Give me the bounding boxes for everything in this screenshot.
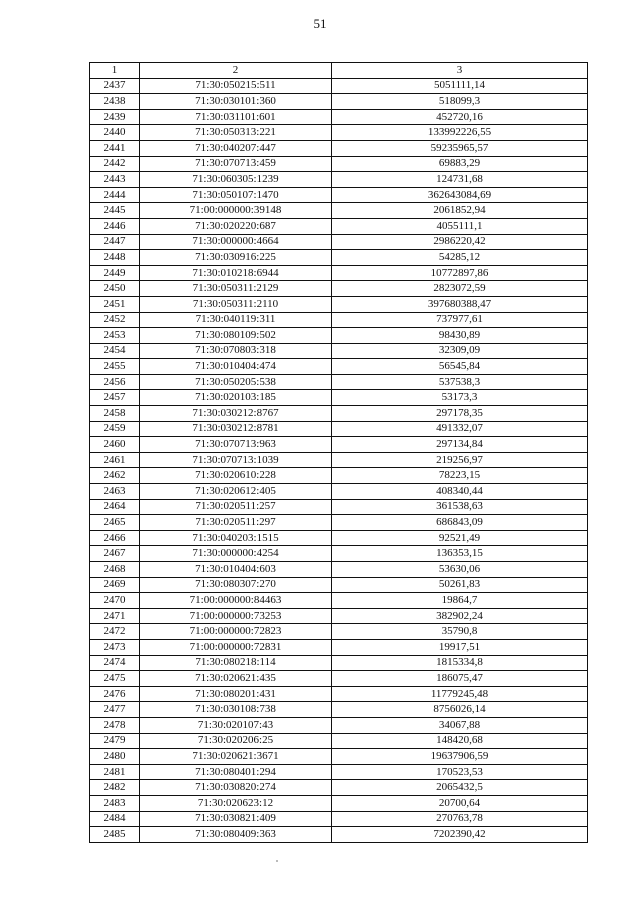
value-cell: 56545,84 (332, 359, 588, 375)
table-row (90, 811, 588, 827)
row-index-cell: 2463 (90, 484, 140, 500)
row-index-cell: 2475 (90, 671, 140, 687)
row-index-cell: 2476 (90, 686, 140, 702)
value-cell: 19917,51 (332, 639, 588, 655)
column-header-value: 3 (332, 63, 588, 79)
cadastral-number-cell: 71:30:020610:228 (140, 468, 332, 484)
value-cell: 518099,3 (332, 94, 588, 110)
table-row (90, 328, 588, 344)
table-row (90, 218, 588, 234)
value-cell: 408340,44 (332, 484, 588, 500)
row-index-cell: 2444 (90, 187, 140, 203)
row-index-cell: 2467 (90, 546, 140, 562)
value-cell: 1815334,8 (332, 655, 588, 671)
row-index-cell: 2477 (90, 702, 140, 718)
value-cell: 186075,47 (332, 671, 588, 687)
cadastral-number-cell: 71:30:050313:221 (140, 125, 332, 141)
column-header-index: 1 (90, 63, 140, 79)
table-row (90, 296, 588, 312)
row-index-cell: 2478 (90, 717, 140, 733)
table-row (90, 343, 588, 359)
cadastral-number-cell: 71:30:050311:2110 (140, 296, 332, 312)
value-cell: 362643084,69 (332, 187, 588, 203)
value-cell: 69883,29 (332, 156, 588, 172)
cadastral-number-cell: 71:30:080401:294 (140, 764, 332, 780)
value-cell: 297178,35 (332, 406, 588, 422)
cadastral-number-cell: 71:00:000000:84463 (140, 593, 332, 609)
table-row (90, 172, 588, 188)
cadastral-number-cell: 71:30:020511:297 (140, 515, 332, 531)
table-row (90, 234, 588, 250)
value-cell: 34067,88 (332, 717, 588, 733)
cadastral-number-cell: 71:30:020206:25 (140, 733, 332, 749)
table-row (90, 374, 588, 390)
value-cell: 133992226,55 (332, 125, 588, 141)
row-index-cell: 2461 (90, 452, 140, 468)
table-row (90, 702, 588, 718)
row-index-cell: 2464 (90, 499, 140, 515)
row-index-cell: 2470 (90, 593, 140, 609)
cadastral-number-cell: 71:30:020103:185 (140, 390, 332, 406)
table-row (90, 421, 588, 437)
cadastral-number-cell: 71:30:031101:601 (140, 109, 332, 125)
table-row (90, 250, 588, 266)
row-index-cell: 2455 (90, 359, 140, 375)
value-cell: 297134,84 (332, 437, 588, 453)
row-index-cell: 2452 (90, 312, 140, 328)
cadastral-number-cell: 71:30:020511:257 (140, 499, 332, 515)
cadastral-number-cell: 71:30:040203:1515 (140, 530, 332, 546)
cadastral-number-cell: 71:30:030916:225 (140, 250, 332, 266)
row-index-cell: 2450 (90, 281, 140, 297)
table-row (90, 390, 588, 406)
cadastral-number-cell: 71:30:050205:538 (140, 374, 332, 390)
table-body (90, 78, 588, 842)
cadastral-number-cell: 71:30:030821:409 (140, 811, 332, 827)
table-row (90, 608, 588, 624)
table-row (90, 577, 588, 593)
value-cell: 8756026,14 (332, 702, 588, 718)
value-cell: 219256,97 (332, 452, 588, 468)
cadastral-number-cell: 71:30:030820:274 (140, 780, 332, 796)
cadastral-number-cell: 71:30:070803:318 (140, 343, 332, 359)
cadastral-number-cell: 71:30:050311:2129 (140, 281, 332, 297)
value-cell: 2986220,42 (332, 234, 588, 250)
row-index-cell: 2447 (90, 234, 140, 250)
table-row (90, 686, 588, 702)
table-row (90, 671, 588, 687)
value-cell: 50261,83 (332, 577, 588, 593)
row-index-cell: 2469 (90, 577, 140, 593)
cadastral-number-cell: 71:30:010404:603 (140, 562, 332, 578)
value-cell: 59235965,57 (332, 140, 588, 156)
cadastral-number-cell: 71:30:020621:435 (140, 671, 332, 687)
row-index-cell: 2441 (90, 140, 140, 156)
row-index-cell: 2439 (90, 109, 140, 125)
row-index-cell: 2453 (90, 328, 140, 344)
table-row (90, 530, 588, 546)
table-row (90, 780, 588, 796)
value-cell: 7202390,42 (332, 827, 588, 843)
cadastral-number-cell: 71:30:000000:4664 (140, 234, 332, 250)
row-index-cell: 2449 (90, 265, 140, 281)
table-row (90, 203, 588, 219)
cadastral-number-cell: 71:30:020612:405 (140, 484, 332, 500)
cadastral-number-cell: 71:30:040207:447 (140, 140, 332, 156)
value-cell: 452720,16 (332, 109, 588, 125)
page-number: 51 (313, 16, 327, 31)
table-row (90, 452, 588, 468)
value-cell: 170523,53 (332, 764, 588, 780)
value-cell: 92521,49 (332, 530, 588, 546)
row-index-cell: 2466 (90, 530, 140, 546)
cadastral-number-cell: 71:30:030212:8781 (140, 421, 332, 437)
table-row (90, 546, 588, 562)
column-header-cadastral: 2 (140, 63, 332, 79)
table-row (90, 78, 588, 94)
row-index-cell: 2454 (90, 343, 140, 359)
row-index-cell: 2451 (90, 296, 140, 312)
table-row (90, 468, 588, 484)
table-row (90, 515, 588, 531)
table-row (90, 749, 588, 765)
cadastral-number-cell: 71:30:080109:502 (140, 328, 332, 344)
row-index-cell: 2480 (90, 749, 140, 765)
value-cell: 20700,64 (332, 795, 588, 811)
row-index-cell: 2483 (90, 795, 140, 811)
value-cell: 2065432,5 (332, 780, 588, 796)
row-index-cell: 2448 (90, 250, 140, 266)
table-row (90, 312, 588, 328)
table-row (90, 406, 588, 422)
table-row (90, 109, 588, 125)
cadastral-number-cell: 71:30:000000:4254 (140, 546, 332, 562)
cadastral-number-cell: 71:30:020623:12 (140, 795, 332, 811)
table-row (90, 827, 588, 843)
cadastral-number-cell: 71:30:080409:363 (140, 827, 332, 843)
row-index-cell: 2446 (90, 218, 140, 234)
row-index-cell: 2482 (90, 780, 140, 796)
scan-dot (276, 860, 278, 862)
cadastral-number-cell: 71:30:070713:1039 (140, 452, 332, 468)
table-row (90, 140, 588, 156)
value-cell: 491332,07 (332, 421, 588, 437)
value-cell: 136353,15 (332, 546, 588, 562)
cadastral-number-cell: 71:30:020220:687 (140, 218, 332, 234)
row-index-cell: 2485 (90, 827, 140, 843)
row-index-cell: 2458 (90, 406, 140, 422)
row-index-cell: 2440 (90, 125, 140, 141)
table-row (90, 265, 588, 281)
row-index-cell: 2443 (90, 172, 140, 188)
cadastral-number-cell: 71:00:000000:72823 (140, 624, 332, 640)
cadastral-number-cell: 71:30:030101:360 (140, 94, 332, 110)
table-row (90, 125, 588, 141)
cadastral-number-cell: 71:00:000000:72831 (140, 639, 332, 655)
value-cell: 2061852,94 (332, 203, 588, 219)
cadastral-number-cell: 71:30:030108:738 (140, 702, 332, 718)
table-row (90, 733, 588, 749)
cadastral-number-cell: 71:30:010218:6944 (140, 265, 332, 281)
row-index-cell: 2442 (90, 156, 140, 172)
table-row (90, 94, 588, 110)
cadastral-number-cell: 71:00:000000:73253 (140, 608, 332, 624)
row-index-cell: 2465 (90, 515, 140, 531)
value-cell: 4055111,1 (332, 218, 588, 234)
cadastral-number-cell: 71:30:080307:270 (140, 577, 332, 593)
value-cell: 53630,06 (332, 562, 588, 578)
cadastral-number-cell: 71:30:050215:511 (140, 78, 332, 94)
table-row (90, 624, 588, 640)
row-index-cell: 2473 (90, 639, 140, 655)
cadastral-number-cell: 71:30:010404:474 (140, 359, 332, 375)
table-row (90, 499, 588, 515)
row-index-cell: 2457 (90, 390, 140, 406)
table-row (90, 187, 588, 203)
cadastral-number-cell: 71:30:060305:1239 (140, 172, 332, 188)
value-cell: 382902,24 (332, 608, 588, 624)
table-row (90, 281, 588, 297)
value-cell: 98430,89 (332, 328, 588, 344)
value-cell: 537538,3 (332, 374, 588, 390)
table-header-row (90, 63, 588, 79)
value-cell: 35790,8 (332, 624, 588, 640)
table-row (90, 764, 588, 780)
row-index-cell: 2459 (90, 421, 140, 437)
value-cell: 78223,15 (332, 468, 588, 484)
cadastral-number-cell: 71:30:080201:431 (140, 686, 332, 702)
table-row (90, 484, 588, 500)
cadastral-number-cell: 71:00:000000:39148 (140, 203, 332, 219)
row-index-cell: 2456 (90, 374, 140, 390)
row-index-cell: 2460 (90, 437, 140, 453)
row-index-cell: 2479 (90, 733, 140, 749)
row-index-cell: 2462 (90, 468, 140, 484)
row-index-cell: 2484 (90, 811, 140, 827)
value-cell: 19864,7 (332, 593, 588, 609)
value-cell: 5051111,14 (332, 78, 588, 94)
row-index-cell: 2438 (90, 94, 140, 110)
value-cell: 2823072,59 (332, 281, 588, 297)
value-cell: 19637906,59 (332, 749, 588, 765)
table-row (90, 359, 588, 375)
value-cell: 11779245,48 (332, 686, 588, 702)
value-cell: 397680388,47 (332, 296, 588, 312)
row-index-cell: 2468 (90, 562, 140, 578)
table-row (90, 156, 588, 172)
value-cell: 737977,61 (332, 312, 588, 328)
cadastral-number-cell: 71:30:050107:1470 (140, 187, 332, 203)
table-row (90, 639, 588, 655)
cadastral-number-cell: 71:30:080218:114 (140, 655, 332, 671)
table-row (90, 437, 588, 453)
cadastral-number-cell: 71:30:040119:311 (140, 312, 332, 328)
value-cell: 124731,68 (332, 172, 588, 188)
cadastral-number-cell: 71:30:030212:8767 (140, 406, 332, 422)
row-index-cell: 2471 (90, 608, 140, 624)
value-cell: 270763,78 (332, 811, 588, 827)
table-row (90, 795, 588, 811)
registry-table (89, 62, 588, 843)
cadastral-number-cell: 71:30:020621:3671 (140, 749, 332, 765)
table-row (90, 593, 588, 609)
row-index-cell: 2472 (90, 624, 140, 640)
row-index-cell: 2445 (90, 203, 140, 219)
value-cell: 686843,09 (332, 515, 588, 531)
value-cell: 54285,12 (332, 250, 588, 266)
row-index-cell: 2474 (90, 655, 140, 671)
value-cell: 53173,3 (332, 390, 588, 406)
table-row (90, 562, 588, 578)
row-index-cell: 2437 (90, 78, 140, 94)
value-cell: 148420,68 (332, 733, 588, 749)
value-cell: 10772897,86 (332, 265, 588, 281)
value-cell: 361538,63 (332, 499, 588, 515)
cadastral-number-cell: 71:30:070713:459 (140, 156, 332, 172)
row-index-cell: 2481 (90, 764, 140, 780)
table-row (90, 717, 588, 733)
cadastral-number-cell: 71:30:020107:43 (140, 717, 332, 733)
table-row (90, 655, 588, 671)
cadastral-number-cell: 71:30:070713:963 (140, 437, 332, 453)
value-cell: 32309,09 (332, 343, 588, 359)
